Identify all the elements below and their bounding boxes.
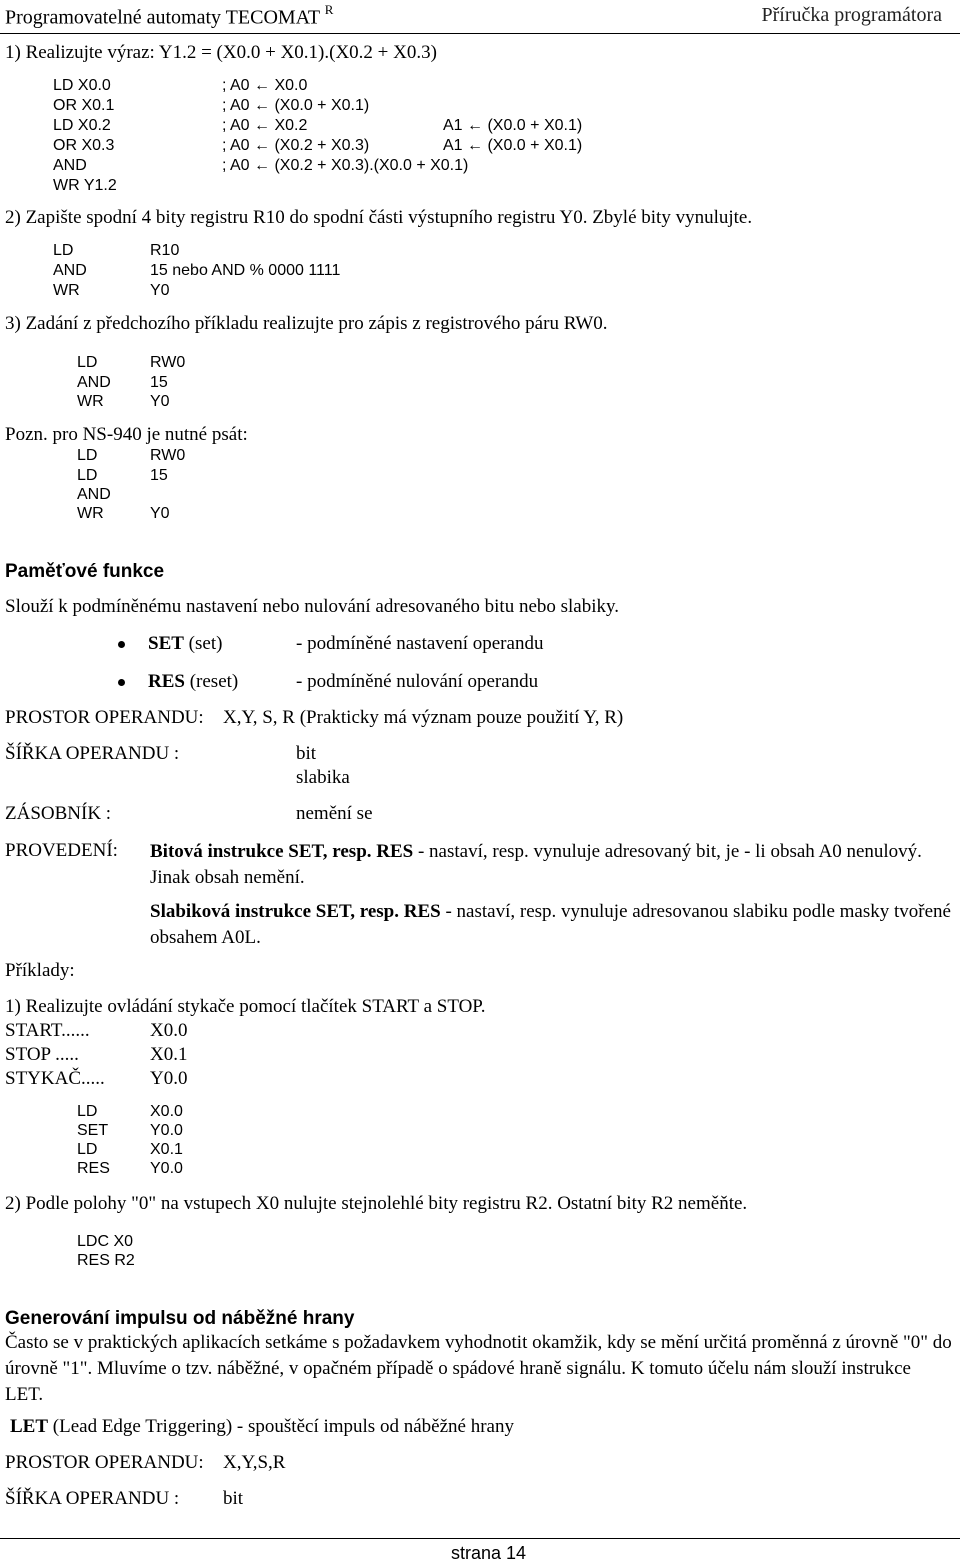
edge-space-label: PROSTOR OPERANDU:: [5, 1452, 204, 1473]
memory-heading: Paměťové funkce: [5, 561, 165, 582]
ex5-code-0: LDC X0: [77, 1233, 134, 1250]
examples-label: Příklady:: [5, 960, 75, 981]
ex2-op-2: WR: [53, 282, 80, 299]
memory-exec-byte: Slabiková instrukce SET, resp. RES - nastaví, resp. vynuluje adresovanou slabiku podle masky tvořené obsahem A0L.: [150, 901, 951, 948]
ex3-note-op-1: LD: [77, 467, 98, 484]
bullet-res: RES (reset): [148, 671, 239, 692]
let-line: LET (Lead Edge Triggering) - spouštěcí impuls od náběžné hrany: [10, 1416, 514, 1437]
ex4-assign-name-1: STOP .....: [5, 1044, 79, 1065]
registered-mark: R: [324, 2, 334, 17]
bullet-icon: [118, 641, 125, 648]
ex4-assign-name-0: START......: [5, 1020, 90, 1041]
ex1-comment-2: ; A0 ← X0.2: [222, 117, 308, 134]
ex3-arg-0: RW0: [150, 354, 186, 371]
edge-paragraph: Často se v praktických aplikacích setkáme s požadavkem vyhodnotit okamžik, kdy se mění určitá proměnná z úrovně "0" do úrovně "1". Mluvíme o tzv. náběžné, v opačném případě o spádové hraně signálu. K tomuto účelu nám slouží instrukce LET.: [5, 1332, 952, 1405]
ex1-code-2: LD X0.2: [53, 117, 111, 134]
ex3-op-2: WR: [77, 393, 104, 410]
ex1-extra-3: A1 ← (X0.0 + X0.1): [443, 137, 583, 154]
ex4-op-0: LD: [77, 1103, 98, 1120]
ex1-comment-1: ; A0 ← (X0.0 + X0.1): [222, 97, 370, 114]
ex3-op-1: AND: [77, 374, 111, 391]
memory-intro: Slouží k podmíněnému nastavení nebo nulování adresovaného bitu nebo slabiky.: [5, 596, 620, 617]
ex2-arg-1: 15 nebo AND % 0000 1111: [150, 262, 341, 279]
ex1-title: 1) Realizujte výraz: Y1.2 = (X0.0 + X0.1).(X0.2 + X0.3): [5, 42, 437, 63]
ex1-code-0: LD X0.0: [53, 77, 111, 94]
edge-heading: Generování impulsu od náběžné hrany: [5, 1308, 355, 1329]
ex3-note-op-2: AND: [77, 486, 111, 503]
ex5-code-1: RES R2: [77, 1252, 135, 1269]
ex3-note-arg-0: RW0: [150, 447, 186, 464]
bullet-set: SET (set): [148, 633, 223, 654]
page-number: strana 14: [451, 1543, 527, 1563]
ex4-assign-value-2: Y0.0: [150, 1068, 188, 1089]
ex3-note: Pozn. pro NS-940 je nutné psát:: [5, 424, 248, 445]
ex3-note-op-3: WR: [77, 505, 104, 522]
ex3-note-arg-3: Y0: [150, 505, 170, 522]
memory-exec-bit: Bitová instrukce SET, resp. RES - nastaví, resp. vynuluje adresovaný bit, je - li obsah A0 nenulový. Jinak obsah nemění.: [150, 841, 922, 888]
memory-space-value: X,Y, S, R (Prakticky má význam pouze použití Y, R): [223, 707, 624, 728]
bullet-icon: [118, 679, 125, 686]
ex4-assign-value-0: X0.0: [150, 1020, 188, 1041]
memory-exec-label: PROVEDENÍ:: [5, 840, 118, 861]
ex5-title: 2) Podle polohy "0" na vstupech X0 nulujte stejnolehlé bity registru R2. Ostatní bity R2 neměňte.: [5, 1193, 748, 1214]
memory-stack-label: ZÁSOBNÍK :: [5, 803, 112, 824]
header-title: Programovatelné automaty TECOMAT $^R$: [5, 2, 334, 29]
ex1-code-5: WR Y1.2: [53, 177, 117, 194]
bullet-set-desc: - podmíněné nastavení operandu: [296, 633, 544, 654]
ex4-op-3: RES: [77, 1160, 110, 1177]
ex3-note-op-0: LD: [77, 447, 98, 464]
ex4-assign-name-2: STYKAČ.....: [5, 1068, 105, 1089]
memory-width-byte: slabika: [296, 767, 350, 788]
ex4-arg-3: Y0.0: [150, 1160, 183, 1177]
header-right: Příručka programátora: [761, 4, 942, 26]
ex1-comment-0: ; A0 ← X0.0: [222, 77, 308, 94]
ex3-note-arg-1: 15: [150, 467, 168, 484]
ex4-arg-1: Y0.0: [150, 1122, 183, 1139]
edge-width-label: ŠÍŘKA OPERANDU :: [5, 1488, 180, 1509]
ex1-comment-4: ; A0 ← (X0.2 + X0.3).(X0.0 + X0.1): [222, 157, 469, 174]
ex4-arg-2: X0.1: [150, 1141, 183, 1158]
ex1-extra-2: A1 ← (X0.0 + X0.1): [443, 117, 583, 134]
ex1-code-3: OR X0.3: [53, 137, 115, 154]
ex2-title: 2) Zapište spodní 4 bity registru R10 do spodní části výstupního registru Y0. Zbylé bity vynulujte.: [5, 207, 753, 228]
memory-space-label: PROSTOR OPERANDU:: [5, 707, 204, 728]
ex4-op-1: SET: [77, 1122, 109, 1139]
edge-space-value: X,Y,S,R: [223, 1452, 286, 1473]
edge-width-value: bit: [223, 1488, 244, 1509]
ex4-assign-value-1: X0.1: [150, 1044, 188, 1065]
memory-width-label: ŠÍŘKA OPERANDU :: [5, 743, 180, 764]
footer-rule: [0, 1538, 960, 1539]
ex4-title: 1) Realizujte ovládání stykače pomocí tlačítek START a STOP.: [5, 996, 486, 1017]
ex2-arg-0: R10: [150, 242, 180, 259]
ex4-op-2: LD: [77, 1141, 98, 1158]
ex3-title: 3) Zadání z předchozího příkladu realizujte pro zápis z registrového páru RW0.: [5, 313, 608, 334]
memory-stack-value: nemění se: [296, 803, 373, 824]
bullet-res-desc: - podmíněné nulování operandu: [296, 671, 539, 692]
ex2-arg-2: Y0: [150, 282, 170, 299]
ex1-code-1: OR X0.1: [53, 97, 115, 114]
ex1-comment-3: ; A0 ← (X0.2 + X0.3): [222, 137, 370, 154]
ex3-arg-2: Y0: [150, 393, 170, 410]
ex2-op-1: AND: [53, 262, 87, 279]
ex3-arg-1: 15: [150, 374, 168, 391]
memory-width-bit: bit: [296, 743, 317, 764]
ex4-arg-0: X0.0: [150, 1103, 183, 1120]
ex2-op-0: LD: [53, 242, 74, 259]
ex3-op-0: LD: [77, 354, 98, 371]
header-rule: [0, 33, 960, 34]
ex1-code-4: AND: [53, 157, 87, 174]
